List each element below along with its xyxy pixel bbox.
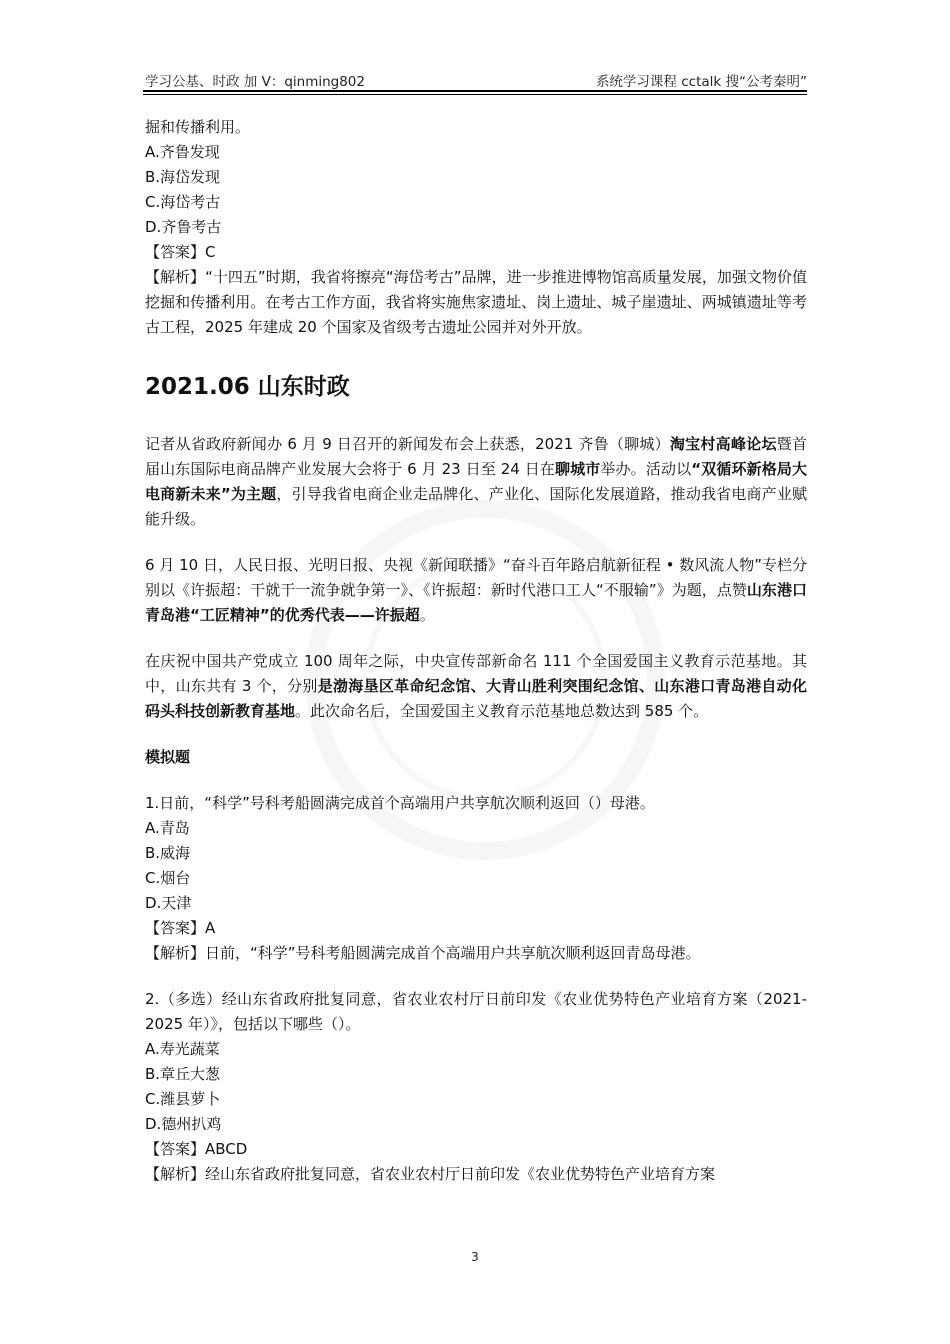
- header-left-text: 学习公基、时政 加 V：qinming802: [145, 74, 365, 90]
- q2-option-d: D.德州扒鸡: [145, 1115, 222, 1133]
- prev-question-tail: 掘和传播利用。: [145, 118, 251, 136]
- document-body: [145, 115, 807, 1187]
- q1-analysis: 【解析】日前，“科学”号科考船圆满完成首个高端用户共享航次顺利返回青岛母港。: [145, 944, 701, 962]
- prev-option-c: C.海岱考古: [145, 193, 221, 211]
- news-paragraph-2: 6 月 10 日，人民日报、光明日报、央视《新闻联播》“奋斗百年路启航新征程 • 数风流人物”专栏分别以《许振超：干就干一流争就争第一》、《许振超：新时代港口工人“不服输”》为题，点赞山东港口青岛港“工匠精神”的优秀代表——许振超。: [145, 556, 807, 624]
- q1-option-c: C.烟台: [145, 869, 191, 887]
- page-header: [145, 68, 807, 92]
- prev-answer: 【答案】C: [145, 243, 216, 261]
- news-paragraph-1: 记者从省政府新闻办 6 月 9 日召开的新闻发布会上获悉，2021 齐鲁（聊城）淘宝村高峰论坛暨首届山东国际电商品牌产业发展大会将于 6 月 23 日至 24 日在聊城市举办。活动以“双循环新格局大电商新未来”为主题，引导我省电商企业走品牌化、产业化、国际化发展道路，推动我省电商产业赋能升级。: [145, 435, 807, 528]
- q2-answer: 【答案】ABCD: [145, 1140, 248, 1158]
- q2-analysis: 【解析】经山东省政府批复同意，省农业农村厅日前印发《农业优势特色产业培育方案: [145, 1165, 716, 1183]
- q1-option-a: A.青岛: [145, 819, 190, 837]
- prev-option-d: D.齐鲁考古: [145, 218, 222, 236]
- section-heading: 2021.06 山东时政: [145, 374, 350, 400]
- q2-stem: 2.（多选）经山东省政府批复同意，省农业农村厅日前印发《农业优势特色产业培育方案（2021-2025 年）》，包括以下哪些（）。: [145, 990, 807, 1033]
- header-divider: [143, 90, 807, 95]
- prev-option-a: A.齐鲁发现: [145, 143, 220, 161]
- q2-option-a: A.寿光蔬菜: [145, 1040, 220, 1058]
- q1-stem: 1.日前，“科学”号科考船圆满完成首个高端用户共享航次顺利返回（）母港。: [145, 794, 655, 812]
- simulation-title: 模拟题: [145, 748, 191, 766]
- prev-option-b: B.海岱发现: [145, 168, 221, 186]
- q2-option-b: B.章丘大葱: [145, 1065, 221, 1083]
- page-number: 3: [471, 1250, 479, 1264]
- q1-answer: 【答案】A: [145, 919, 216, 937]
- q2-option-c: C.潍县萝卜: [145, 1090, 221, 1108]
- news-paragraph-3: 在庆祝中国共产党成立 100 周年之际，中央宣传部新命名 111 个全国爱国主义教育示范基地。其中，山东共有 3 个，分别是渤海垦区革命纪念馆、大青山胜利突围纪念馆、山东港口青岛港自动化码头科技创新教育基地。此次命名后，全国爱国主义教育示范基地总数达到 585 个。: [145, 652, 807, 720]
- prev-analysis: 【解析】“十四五”时期，我省将擦亮“海岱考古”品牌，进一步推进博物馆高质量发展，加强文物价值挖掘和传播利用。在考古工作方面，我省将实施焦家遗址、岗上遗址、城子崖遗址、两城镇遗址等考古工程，2025 年建成 20 个国家及省级考古遗址公园并对外开放。: [145, 268, 807, 336]
- q1-option-d: D.天津: [145, 894, 192, 912]
- header-right-text: 系统学习课程 cctalk 搜“公考秦明”: [595, 74, 807, 90]
- q1-option-b: B.威海: [145, 844, 191, 862]
